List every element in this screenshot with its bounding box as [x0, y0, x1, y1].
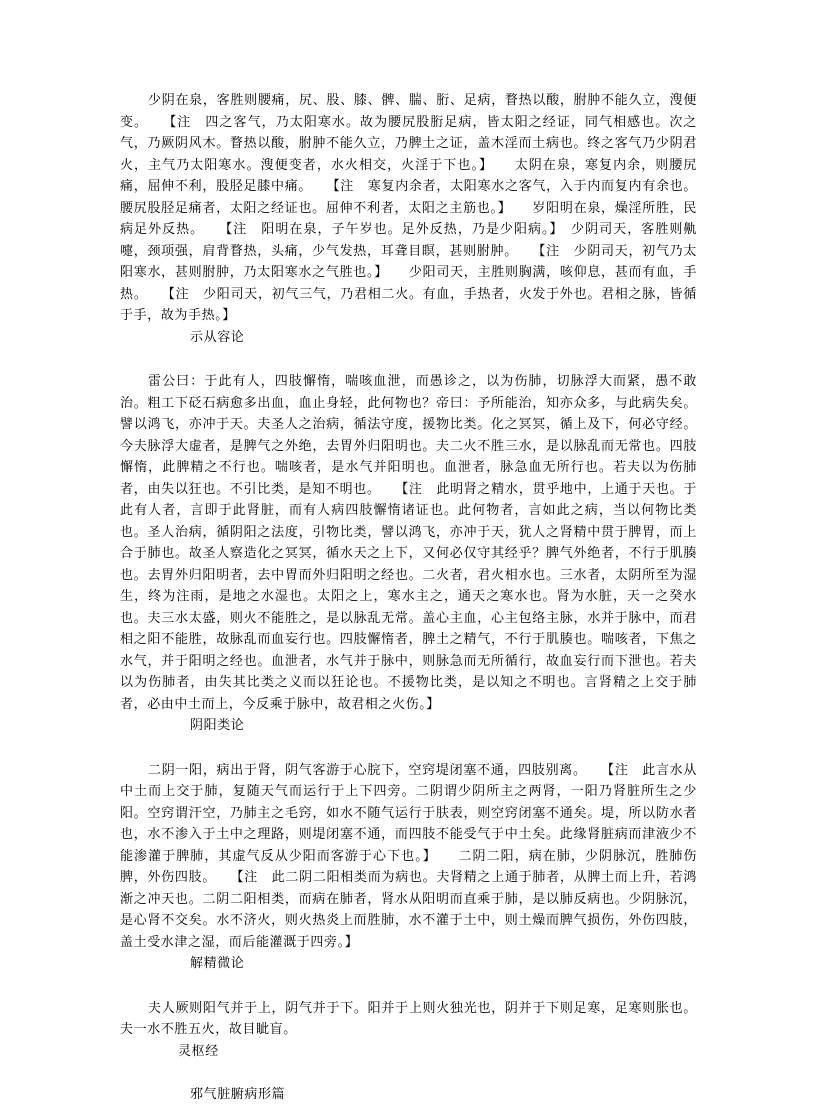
paragraph-eryin-yiyang: 二阴一阳，病出于肾，阴气客游于心脘下，空窍堤闭塞不通，四肢别离。 【注 此言水从中土而上交于肺，复随天气而运行于上下四旁。二阴谓少阴所主之两肾，一阳乃肾脏所生之少阳。空窍谓汗空，乃肺主之毛窍，如水不随气运行于肤表，则空窍闭塞不通矣。堤，所以防水者也，水不渗入于土中之理路，则堤闭塞不通，而四肢不能受气于中土矣。此缘肾脏病而津液少不能渗灌于脾肺，其虚气反从少阳而客游于心下也。】 二阴二阳，病在肺，少阴脉沉，胜肺伤脾，外伤四肢。 【注 此二阴二阳相类而为病也。夫肾精之上通于肺者，从脾土而上升，若鸿渐之冲天也。二阴二阳相类，而病在肺者，肾水从阳明而直乘于肺，是以肺反病也。少阴脉沉，是心肾不交矣。水不济火，则火热炎上而胜肺，水不灌于土中，则土燥而脾气损伤，外伤四肢，盖土受水津之湿，而后能灌溉于四旁。】 [120, 760, 697, 954]
document-page [120, 90, 697, 1105]
section-gap [120, 975, 697, 998]
section-heading-jiejingweilun: 解精微论 [190, 953, 697, 975]
paragraph-leigong: 雷公曰：于此有人，四肢懈惰，喘咳血泄，而愚诊之，以为伤肺，切脉浮大而紧，愚不敢治。粗工下砭石病愈多出血，血止身轻，此何物也？帝曰：予所能治，知亦众多，与此病失矣。譬以鸿飞，亦冲于天。夫圣人之治病，循法守度，援物比类。化之冥冥，循上及下，何必守经。今夫脉浮大虚者，是脾气之外绝，去胃外归阳明也。夫二火不胜三水，是以脉乱而无常也。四肢懈惰，此脾精之不行也。喘咳者，是水气并阳明也。血泄者，脉急血无所行也。若夫以为伤肺者，由失以狂也。不引比类，是知不明也。 【注 此明肾之精水，贯乎地中，上通于天也。于此有人者，言即于此肾脏，而有人病四肢懈惰诸证也。此何物者，言如此之病，当以何物比类也。圣人治病，循阴阳之法度，引物比类，譬以鸿飞，亦冲于天，犹人之肾精中贯于脾胃，而上合于肺也。故圣人察造化之冥冥，循水天之上下，又何必仅守其经乎？脾气外绝者，不行于肌腠也。去胃外归阳明者，去中胃而外归阳明之经也。二火者，君火相水也。三水者，太阴所至为湿生，终为注雨，是地之水湿也。太阳之上，寒水主之，通天之寒水也。肾为水脏，天一之癸水也。夫三水太盛，则火不能胜之，是以脉乱无常。盖心主血，心主包络主脉，水并于脉中，而君相之阳不能胜，故脉乱而血妄行也。四肢懈惰者，脾土之精气，不行于肌腠也。喘咳者，下焦之水气，并于阳明之经也。血泄者，水气并于脉中，则脉急而无所循行，故血妄行而下泄也。若夫以为伤肺者，由失其比类之义而以狂论也。不援物比类，是以知之不明也。言肾精之上交于肺者，必由中土而上，今反乘于脉中，故君相之火伤。】 [120, 371, 697, 715]
paragraph-shaoyin-zaiquan: 少阴在泉，客胜则腰痛，尻、股、膝、髀、腨、胻、足病，瞀热以酸，胕肿不能久立，溲便变。 【注 四之客气，乃太阳寒水。故为腰尻股胻足病，皆太阳之经证，同气相感也。次之气，乃厥阴风木。瞀热以酸，胕肿不能久立，乃脾土之证，盖木淫而土病也。终之客气乃少阴君火，主气乃太阳寒水。溲便变者，水火相交，火淫于下也。】 太阴在泉，寒复内余，则腰尻痛，屈伸不利，股胫足膝中痛。 【注 寒复内余者，太阳寒水之客气，入于内而复内有余也。腰尻股胫足痛者，太阳之经证也。屈伸不利者，太阳之主筋也。】 岁阳明在泉，燥淫所胜，民病足外反热。 【注 阳明在泉，子午岁也。足外反热，乃是少阳病。】 少阴司天，客胜则鼽嚏，颈项强，肩背瞀热，头痛，少气发热，耳聋目瞑，甚则胕肿。 【注 少阴司天，初气乃太阳寒水，甚则胕肿，乃太阳寒水之气胜也。】 少阳司天，主胜则胸满，咳仰息，甚而有血，手热。 【注 少阳司天，初气三气，乃君相二火。有血，手热者，火发于外也。君相之脉，皆循于手，故为手热。】 [120, 90, 697, 327]
book-heading-lingshujing: 灵枢经 [178, 1041, 697, 1063]
section-heading-shicongronglun: 示从容论 [190, 327, 697, 349]
section-gap [120, 737, 697, 760]
section-gap [120, 348, 697, 371]
chapter-heading-xieqi: 邪气脏腑病形篇 [190, 1084, 697, 1105]
paragraph-furen-jue: 夫人厥则阳气并于上，阴气并于下。阳并于上则火独光也，阴并于下则足寒，足寒则胀也。夫一水不胜五火，故目眦盲。 [120, 998, 697, 1041]
section-heading-yinyangleilun: 阴阳类论 [190, 715, 697, 737]
section-gap [120, 1062, 697, 1084]
